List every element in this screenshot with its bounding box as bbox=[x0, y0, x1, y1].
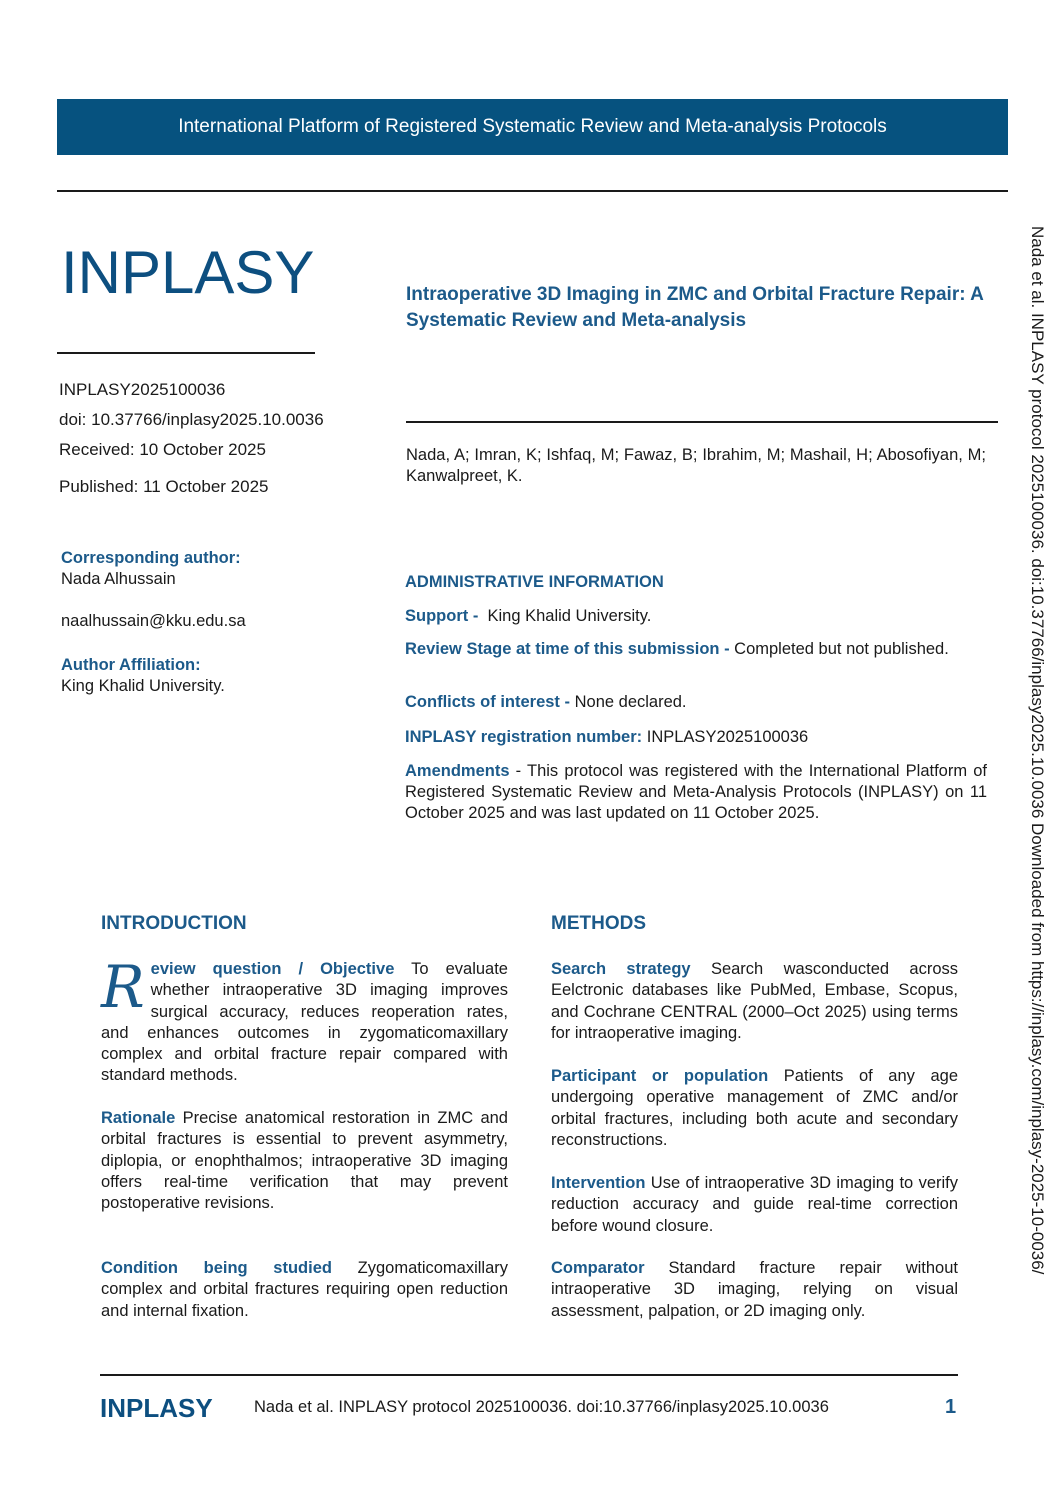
regnum-value: INPLASY2025100036 bbox=[646, 728, 809, 746]
condition bbox=[101, 1258, 508, 1322]
intervention bbox=[551, 1173, 958, 1237]
affiliation-value: King Khalid University. bbox=[61, 677, 225, 695]
admin-support bbox=[405, 606, 987, 627]
review-question-label: eview question / Objective bbox=[150, 960, 395, 978]
page-number: 1 bbox=[945, 1396, 957, 1418]
header-banner: International Platform of Registered Systematic Review and Meta-analysis Protocols bbox=[57, 99, 1008, 155]
participant-label: Participant or population bbox=[551, 1067, 769, 1085]
affiliation-label: Author Affiliation: bbox=[61, 656, 201, 674]
author-list: Nada, A; Imran, K; Ishfaq, M; Fawaz, B; Ibrahim, M; Mashail, H; Abosofiyan, M; Kanwalpreet, K. bbox=[406, 446, 986, 485]
admin-heading: ADMINISTRATIVE INFORMATION bbox=[405, 573, 664, 591]
methods-heading: METHODS bbox=[551, 913, 646, 934]
support-label: Support - bbox=[405, 607, 479, 625]
title-divider bbox=[406, 421, 998, 423]
corresponding-name: Nada Alhussain bbox=[61, 570, 176, 588]
corresponding-label: Corresponding author: bbox=[61, 549, 241, 567]
rationale bbox=[101, 1108, 508, 1214]
footer-divider bbox=[100, 1374, 958, 1376]
review-stage-label: Review Stage at time of this submission - bbox=[405, 640, 730, 658]
side-citation bbox=[1022, 226, 1052, 1336]
paper-title: Intraoperative 3D Imaging in ZMC and Orbital Fracture Repair: A Systematic Review and Meta-analysis bbox=[406, 284, 984, 331]
participants bbox=[551, 1066, 958, 1151]
amend-label: Amendments bbox=[405, 762, 510, 780]
review-question bbox=[101, 953, 508, 1087]
search-text: Search wasconducted across Eelctronic databases like PubMed, Embase, Scopus, and Cochrane CENTRAL (2000–Oct 2025) using terms for intraoperative imaging. bbox=[551, 960, 958, 1042]
author-affiliation bbox=[61, 655, 361, 697]
search-label: Search strategy bbox=[551, 960, 691, 978]
admin-amendments bbox=[405, 761, 987, 824]
introduction-heading: INTRODUCTION bbox=[101, 913, 247, 934]
admin-registration-number bbox=[405, 727, 987, 748]
corresponding-author bbox=[61, 548, 361, 632]
published-date: Published: 11 October 2025 bbox=[59, 477, 269, 496]
amend-value: - This protocol was registered with the International Platform of Registered Systematic Review and Meta-Analysis Protocols (INPLASY) on 11 October 2025 and was last updated on 11 October 2025. bbox=[405, 762, 987, 822]
inplasy-logo: INPLASY bbox=[61, 239, 315, 306]
review-question-text: To evaluate whether intraoperative 3D imaging improves surgical accuracy, reduces reoperation rates, and enhances outcomes in zygomaticomaxillary complex and orbital fracture repair compared with standard methods. bbox=[101, 960, 508, 1085]
conflicts-label: Conflicts of interest - bbox=[405, 693, 571, 711]
regnum-label: INPLASY registration number: bbox=[405, 728, 643, 746]
review-stage-value: Completed but not published. bbox=[734, 640, 949, 658]
conflicts-value: None declared. bbox=[574, 693, 687, 711]
condition-label: Condition being studied bbox=[101, 1259, 332, 1277]
top-divider bbox=[57, 190, 1008, 192]
participant-text: Patients of any age undergoing operative management of ZMC and/or orbital fractures, including both acute and secondary reconstructions. bbox=[551, 1067, 958, 1149]
side-citation-text: Nada et al. INPLASY protocol 2025100036. doi:10.37766/inplasy2025.10.0036 Downloaded from https://inplasy.com/inplasy-2025-10-0036/ bbox=[1028, 226, 1047, 1275]
support-value: King Khalid University. bbox=[487, 607, 652, 625]
comparator-text: Standard fracture repair without intraoperative 3D imaging, relying on visual assessment, palpation, or 2D imaging only. bbox=[551, 1259, 958, 1320]
doi[interactable]: doi: 10.37766/inplasy2025.10.0036 bbox=[59, 410, 324, 429]
footer-citation: Nada et al. INPLASY protocol 2025100036. doi:10.37766/inplasy2025.10.0036 bbox=[254, 1398, 829, 1416]
admin-review-stage bbox=[405, 641, 987, 658]
footer-logo: INPLASY bbox=[100, 1393, 213, 1423]
registration-id: INPLASY2025100036 bbox=[59, 380, 226, 399]
logo-divider bbox=[57, 352, 315, 354]
admin-conflicts bbox=[405, 692, 987, 713]
corresponding-email[interactable]: naalhussain@kku.edu.sa bbox=[61, 612, 246, 630]
search-strategy bbox=[551, 959, 958, 1044]
rationale-label: Rationale bbox=[101, 1109, 176, 1127]
condition-text: Zygomaticomaxillary complex and orbital fractures requiring open reduction and internal fixation. bbox=[101, 1259, 509, 1320]
intervention-text: Use of intraoperative 3D imaging to verify reduction accuracy and guide real-time correction before wound closure. bbox=[551, 1174, 959, 1235]
comparator-label: Comparator bbox=[551, 1259, 645, 1277]
comparator bbox=[551, 1258, 958, 1322]
received-date: Received: 10 October 2025 bbox=[59, 440, 266, 459]
intervention-label: Intervention bbox=[551, 1174, 646, 1192]
drop-cap: R bbox=[101, 953, 145, 1021]
rationale-text: Precise anatomical restoration in ZMC and orbital fractures is essential to prevent asymmetry, diplopia, or enophthalmos; intraoperative 3D imaging offers real-time verification that may prevent postoperative revisions. bbox=[101, 1109, 508, 1213]
